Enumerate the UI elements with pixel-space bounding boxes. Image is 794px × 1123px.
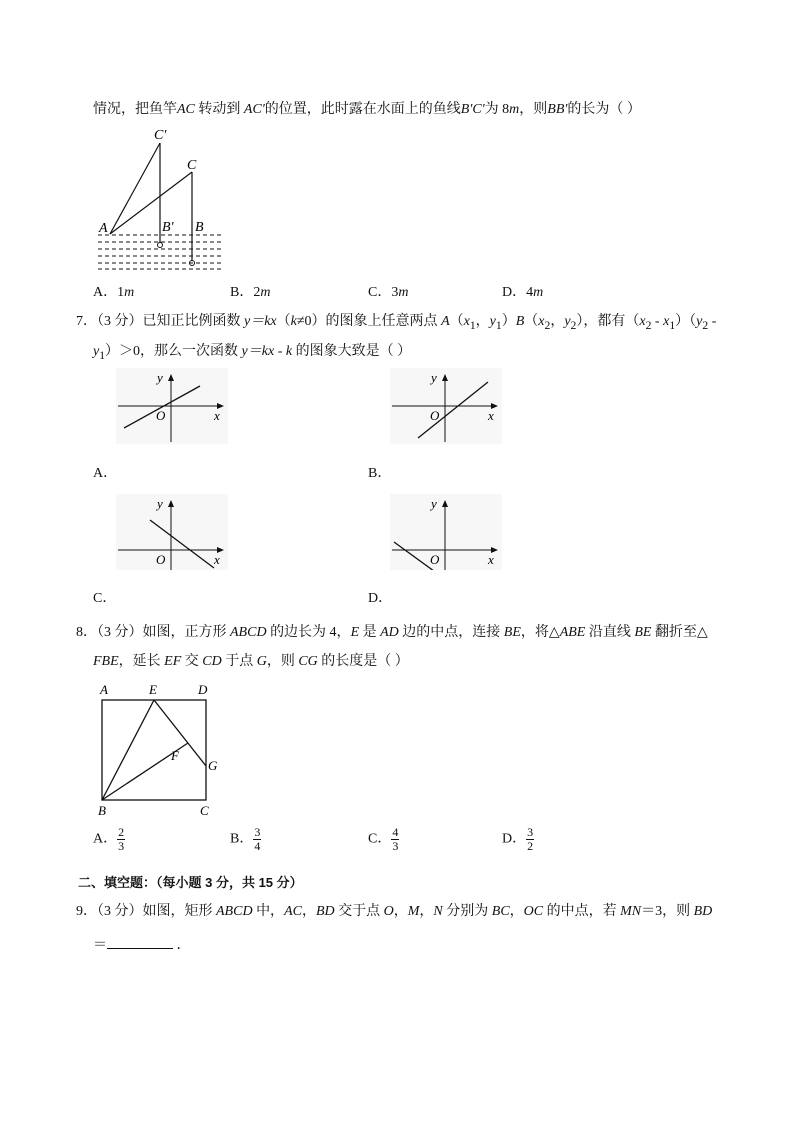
q7-option-a[interactable]: A． bbox=[93, 466, 118, 481]
text-fragment: y＝kx bbox=[244, 314, 277, 329]
q7-option-b[interactable]: B． bbox=[368, 466, 392, 481]
label-B: B bbox=[98, 803, 106, 818]
text-fragment: 7．（3 分）已知正比例函数 bbox=[76, 314, 244, 329]
text-fragment: （ bbox=[449, 314, 464, 329]
text-fragment: 分别为 bbox=[442, 904, 492, 919]
text-fragment: AC' bbox=[243, 102, 265, 117]
text-fragment: 的图象大致是（ ） bbox=[292, 344, 412, 359]
text-fragment: m bbox=[509, 102, 520, 117]
text-fragment: 2 bbox=[645, 318, 652, 332]
text-fragment: MN bbox=[620, 904, 642, 919]
axis-y-label: y bbox=[157, 496, 163, 511]
label-B-prime: B' bbox=[162, 220, 174, 235]
label-F: F bbox=[171, 748, 179, 763]
q7-text-line2 bbox=[93, 343, 411, 365]
text-fragment: ，则 bbox=[519, 102, 548, 117]
text-fragment: 沿直线 bbox=[585, 625, 635, 640]
text-fragment: ， bbox=[393, 904, 408, 919]
text-fragment: B bbox=[515, 314, 525, 329]
text-fragment: AC bbox=[284, 904, 302, 919]
text-fragment: 交于点 bbox=[334, 904, 384, 919]
text-fragment: 的位置，此时露在水面上的鱼线 bbox=[264, 102, 461, 117]
q8-option-d[interactable]: D． $\frac{3}{2}$ bbox=[502, 825, 534, 853]
text-fragment: （ bbox=[276, 314, 291, 329]
text-fragment: 的长为（ ） bbox=[567, 102, 641, 117]
text-fragment: ，则 bbox=[266, 654, 299, 669]
fraction: $\frac{4}{3}$ bbox=[392, 825, 399, 853]
text-fragment: 转动到 bbox=[194, 102, 244, 117]
q6-option-b[interactable]: B．2m bbox=[230, 285, 271, 300]
text-fragment: BC bbox=[491, 904, 510, 919]
origin-label: O bbox=[156, 552, 166, 567]
text-fragment: M bbox=[407, 904, 420, 919]
text-fragment: 的长度是（ ） bbox=[317, 654, 409, 669]
fraction: $\frac{2}{3}$ bbox=[118, 825, 125, 853]
text-fragment: B'C' bbox=[460, 102, 485, 117]
text-fragment: ，延长 bbox=[118, 654, 165, 669]
text-fragment: ） bbox=[501, 314, 516, 329]
text-fragment: 中， bbox=[252, 904, 285, 919]
q7-option-d[interactable]: D． bbox=[368, 591, 393, 606]
text-fragment: ）＞0，那么一次函数 bbox=[105, 344, 242, 359]
label-C: C bbox=[200, 803, 209, 818]
text-fragment: 的边长为 4， bbox=[266, 625, 351, 640]
q7-option-c[interactable]: C． bbox=[93, 591, 117, 606]
label-E: E bbox=[149, 682, 157, 697]
text-fragment: CD bbox=[202, 654, 222, 669]
axis-y-label: y bbox=[431, 370, 437, 385]
text-fragment: ≠0）的图象上任意两点 bbox=[296, 314, 442, 329]
text-fragment: - bbox=[651, 314, 664, 329]
text-fragment: ，将△ bbox=[520, 625, 560, 640]
text-fragment: ， bbox=[301, 904, 316, 919]
origin-label: O bbox=[156, 408, 166, 423]
answer-blank[interactable] bbox=[107, 934, 173, 949]
label-C-prime: C' bbox=[154, 128, 167, 143]
text-fragment: ， bbox=[550, 314, 565, 329]
q6-option-c[interactable]: C．3m bbox=[368, 285, 409, 300]
text-fragment: 8．（3 分）如图，正方形 bbox=[76, 625, 230, 640]
text-fragment: 交 bbox=[181, 654, 203, 669]
section-heading: 二、填空题：（每小题 3 分，共 15 分） bbox=[78, 875, 303, 890]
axis-y-label: y bbox=[431, 496, 437, 511]
q9-text-line1 bbox=[76, 903, 712, 921]
text-fragment: 1 bbox=[469, 318, 476, 332]
label-A: A bbox=[100, 682, 108, 697]
text-fragment: ， bbox=[509, 904, 524, 919]
text-fragment: ABCD bbox=[230, 625, 267, 640]
text-fragment: OC bbox=[523, 904, 544, 919]
q6-option-a[interactable]: A．1m bbox=[93, 285, 135, 300]
fraction: $\frac{3}{4}$ bbox=[254, 825, 261, 853]
q6-option-d[interactable]: D．4m bbox=[502, 285, 544, 300]
text-fragment: y bbox=[696, 314, 703, 329]
label-G: G bbox=[208, 758, 218, 773]
q8-option-c[interactable]: C． $\frac{4}{3}$ bbox=[368, 825, 399, 853]
q8-square-figure bbox=[94, 680, 224, 820]
text-fragment: 9．（3 分）如图，矩形 bbox=[76, 904, 216, 919]
text-fragment: 1 bbox=[669, 318, 676, 332]
text-fragment: BD bbox=[315, 904, 335, 919]
q8-option-b[interactable]: B． $\frac{3}{4}$ bbox=[230, 825, 261, 853]
text-fragment: y bbox=[93, 344, 100, 359]
text-fragment: E bbox=[350, 625, 360, 640]
text-fragment: ABE bbox=[559, 625, 586, 640]
text-fragment: 2 bbox=[702, 318, 709, 332]
text-fragment: N bbox=[433, 904, 443, 919]
text-fragment: AC bbox=[177, 102, 195, 117]
text-fragment: x bbox=[639, 314, 646, 329]
q7-graph-b bbox=[390, 368, 502, 444]
text-fragment: 2 bbox=[544, 318, 551, 332]
q6-text bbox=[93, 101, 641, 119]
text-fragment: 1 bbox=[495, 318, 502, 332]
text-fragment: 是 bbox=[359, 625, 381, 640]
text-fragment: 为 8 bbox=[484, 102, 510, 117]
q7-text-line1 bbox=[76, 313, 716, 335]
text-fragment: 2 bbox=[570, 318, 577, 332]
q7-graph-d bbox=[390, 494, 502, 570]
q8-text-line1 bbox=[76, 624, 708, 642]
text-fragment: ＝ bbox=[93, 938, 107, 953]
text-fragment: BE bbox=[634, 625, 652, 640]
text-fragment: EF bbox=[164, 654, 182, 669]
text-fragment: ＝3，则 bbox=[641, 904, 694, 919]
axis-x-label: x bbox=[214, 552, 220, 567]
origin-label: O bbox=[430, 408, 440, 423]
fraction: $\frac{3}{2}$ bbox=[527, 825, 534, 853]
text-fragment: y bbox=[489, 314, 496, 329]
text-fragment: y＝kx - k bbox=[241, 344, 293, 359]
axis-y-label: y bbox=[157, 370, 163, 385]
text-fragment: 情况，把鱼竿 bbox=[93, 102, 177, 117]
q6-fishing-rod-figure bbox=[94, 125, 229, 270]
text-fragment: AD bbox=[380, 625, 399, 640]
text-fragment: FBE bbox=[93, 654, 119, 669]
text-fragment: ． bbox=[173, 938, 191, 953]
text-fragment: 于点 bbox=[221, 654, 257, 669]
text-fragment: ， bbox=[475, 314, 490, 329]
text-fragment: x bbox=[538, 314, 545, 329]
q7-graph-a bbox=[116, 368, 228, 444]
text-fragment: BB' bbox=[547, 102, 568, 117]
text-fragment: k bbox=[290, 314, 297, 329]
text-fragment: G bbox=[256, 654, 267, 669]
q7-graph-c bbox=[116, 494, 228, 570]
axis-x-label: x bbox=[214, 408, 220, 423]
text-fragment: 1 bbox=[99, 348, 106, 362]
text-fragment: （ bbox=[524, 314, 539, 329]
q8-option-a[interactable]: A． $\frac{2}{3}$ bbox=[93, 825, 125, 853]
text-fragment: BE bbox=[503, 625, 521, 640]
origin-label: O bbox=[430, 552, 440, 567]
text-fragment: - bbox=[708, 314, 717, 329]
text-fragment: x bbox=[463, 314, 470, 329]
label-C: C bbox=[187, 158, 197, 173]
label-D: D bbox=[198, 682, 208, 697]
text-fragment: ABCD bbox=[216, 904, 253, 919]
axis-x-label: x bbox=[488, 408, 494, 423]
label-A: A bbox=[99, 221, 108, 236]
text-fragment: 边的中点，连接 bbox=[398, 625, 504, 640]
text-fragment: BD bbox=[693, 904, 713, 919]
text-fragment: 的中点，若 bbox=[543, 904, 621, 919]
text-fragment: A bbox=[441, 314, 450, 329]
q8-text-line2 bbox=[93, 653, 409, 671]
text-fragment: 翻折至△ bbox=[651, 625, 708, 640]
text-fragment: O bbox=[383, 904, 394, 919]
text-fragment: y bbox=[564, 314, 571, 329]
text-fragment: ）（ bbox=[675, 314, 697, 329]
text-fragment: CG bbox=[298, 654, 318, 669]
label-B: B bbox=[195, 220, 204, 235]
text-fragment: x bbox=[663, 314, 670, 329]
q9-text-line2 bbox=[93, 934, 191, 955]
text-fragment: ， bbox=[419, 904, 434, 919]
axis-x-label: x bbox=[488, 552, 494, 567]
text-fragment: ），都有（ bbox=[576, 314, 640, 329]
